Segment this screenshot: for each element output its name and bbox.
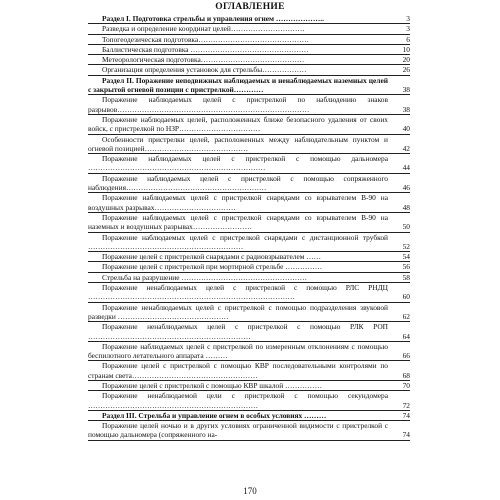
toc-entry [88,95,410,115]
toc-entry-text: Поражение наблюдаемых целей с пристрелкой снарядами с дистанционной трубкой ……………………………………………………… [88,232,388,251]
toc-entry-page: 56 [402,262,410,272]
toc-entry [88,154,410,174]
toc-entry-text: Поражение целей ночью и в других условиях ограниченной видимости с пристрелкой с помощью дальномера (сопряженного на- [88,421,388,440]
toc-entry-text: Поражение наблюдаемых целей с пристрелкой по измеренным отклонениям с помощью беспилотного летательного аппарата ……… [88,341,388,361]
toc-entry-page: 42 [402,143,410,153]
toc-entry-page: 50 [402,222,410,232]
toc-entry-page: 48 [402,202,410,212]
toc-entry-page: 38 [402,104,410,114]
toc-entry-page: 6 [406,34,410,44]
toc-entry [88,213,410,233]
toc-entry-page: 38 [402,85,410,95]
toc-entry [88,193,410,213]
toc-entry-text: Поражение наблюдаемых целей с пристрелкой снарядами со взрывателем В-90 на воздушных разрывах…………………………… [88,193,388,212]
toc-entry-text: Метеорологическая подготовка…………………………………… [102,55,305,65]
toc-entry [88,342,410,362]
toc-entry [88,273,410,283]
toc-entry [88,361,410,381]
toc-entry [88,135,410,155]
toc-heading: ОГЛАВЛЕНИЕ [215,2,285,12]
toc-entry [88,262,410,272]
toc-entry-text: Раздел III. Стрельба и управление огнем в особых условиях ……… [102,410,327,420]
toc-entry [88,35,410,45]
toc-entry [88,115,410,135]
toc-entry-page: 3 [406,14,410,23]
toc-entry-text: Поражение ненаблюдаемых целей с пристрелкой с помощью РЛС РНДЦ ………………………………………………………………………… [88,283,388,302]
toc-entry-text: Топогеодезическая подготовка……………………………………… [102,34,310,44]
toc-entry-page: 3 [406,24,410,34]
toc-entry [88,14,410,24]
table-of-contents [88,14,410,441]
toc-entry-page: 58 [402,272,410,282]
toc-entry-page: 40 [402,124,410,134]
toc-entry-page: 46 [402,183,410,193]
toc-entry-page: 70 [402,380,410,390]
toc-entry-text: Поражение ненаблюдаемых целей с пристрелкой с помощью подразделения звуковой разведки ……………………………………… [88,302,388,321]
toc-entry-page: 60 [402,292,410,302]
toc-entry-text: Поражение наблюдаемых целей с пристрелкой с помощью сопряженного наблюдения………………………………………………… [88,173,388,193]
toc-entry-page: 52 [402,241,410,251]
toc-entry-text: Поражение целей с пристрелкой снарядами с радиовзрывателем …… [102,252,322,262]
toc-entry-page: 68 [402,370,410,380]
toc-entry [88,391,410,411]
toc-entry [88,45,410,55]
toc-entry-page: 10 [402,44,410,54]
toc-entry-page: 44 [402,163,410,173]
toc-entry-text: Поражение наблюдаемых целей с пристрелкой с помощью дальномера ……………………………………………………………… [88,154,388,173]
toc-entry [88,411,410,421]
toc-entry-text: Поражение целей с пристрелкой при мортирной стрельбе …………… [102,262,323,272]
toc-entry-page: 72 [402,400,410,410]
toc-entry [88,174,410,194]
toc-entry-text: Поражение ненаблюдаемой цели с пристрелкой с помощью секундомера …………………………………………………………… [88,391,388,410]
toc-entry-text: Стрельба на разрушение …………………………………………… [102,272,307,282]
toc-entry [88,233,410,253]
toc-entry-page: 54 [402,252,410,262]
toc-entry-page: 66 [402,351,410,361]
toc-entry [88,303,410,323]
toc-entry [88,24,410,34]
toc-entry-text: Баллистическая подготовка ………………………………………… [102,44,309,54]
toc-entry-text: Поражение наблюдаемых целей, расположенных ближе безопасного удаления от своих войск, с пристрелкой по НЗР…………………………… [88,114,388,134]
toc-entry [88,421,410,441]
toc-entry-page: 20 [402,55,410,65]
toc-entry-text: Разведка и определение координат целей………………………… [102,24,305,34]
toc-entry-text: Поражение целей с пристрелкой с помощью КВР последовательными контролями по странам света…………………………………………… [88,361,388,380]
toc-entry [88,322,410,342]
toc-entry [88,65,410,75]
toc-entry [88,381,410,391]
page-number: 170 [243,486,257,496]
toc-entry-page: 62 [402,311,410,321]
toc-entry-page: 74 [402,430,410,440]
toc-entry-text: Организация определения установок для стрельбы……………… [102,65,307,75]
toc-entry-text: Поражение наблюдаемых целей с пристрелкой снарядами со взрывателем В-90 на наземных и воздушных разрывах…………………… [88,212,388,232]
toc-entry [88,76,410,96]
toc-entry-text: Раздел I. Подготовка стрельбы и управления огнем ……………….. [102,14,324,23]
toc-entry-text: Поражение целей с пристрелкой с помощью КВР шкалой …………… [102,380,322,390]
toc-entry-page: 64 [402,331,410,341]
toc-entry-text: Раздел II. Поражение неподвижных наблюдаемых и ненаблюдаемых наземных целей с закрытой огневой позиции с пристрелкой………… [88,75,388,95]
toc-entry-page: 74 [402,410,410,420]
toc-entry [88,252,410,262]
toc-entry [88,55,410,65]
toc-entry [88,283,410,303]
toc-entry-text: Поражение наблюдаемых целей с пристрелкой по наблюдению знаков разрывов…………………………………………………………………… [88,95,388,114]
toc-entry-text: Особенности пристрелки целей, расположенных между наблюдательным пунктом и огневой позицией…………………………………… [88,134,388,153]
toc-entry-page: 26 [402,65,410,75]
toc-entry-text: Поражение ненаблюдаемых целей с пристрелкой с помощью РЛК РОП ………………………………………………………… [88,322,388,341]
